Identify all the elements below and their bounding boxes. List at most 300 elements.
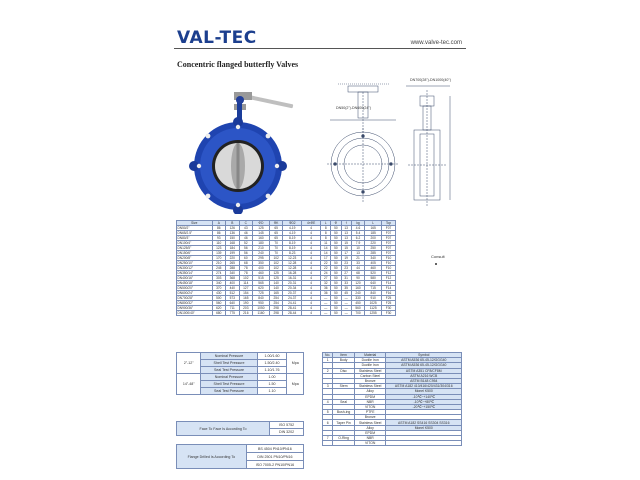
table-cell: F25 [382, 296, 396, 301]
page-title: Concentric flanged butterfly Valves [177, 60, 299, 69]
table-cell: 200 [365, 236, 382, 241]
table-cell: ASTM A216 WCB [386, 373, 462, 378]
table-cell: 50 [331, 291, 341, 296]
pressure-unit: Mpa [287, 353, 304, 374]
table-cell: ASTM A351 CF8/CF8M [386, 368, 462, 373]
table-cell: 565 [253, 281, 270, 286]
table-cell: 4 [302, 306, 321, 311]
table-cell: DN300/12" [177, 266, 213, 271]
header-cell: Symbol [386, 353, 462, 358]
header-cell: 4×ΦE [302, 221, 321, 226]
header-cell: ΦD2 [283, 221, 302, 226]
table-cell: 160 [253, 236, 270, 241]
table-cell: 4.6 [351, 226, 365, 231]
table-cell: 50 [331, 256, 341, 261]
table-cell: 4 [302, 226, 321, 231]
table-cell: 43 [239, 226, 253, 231]
table-cell: 20-37 [283, 291, 302, 296]
table-cell: 715 [365, 286, 382, 291]
table-cell: 35 [341, 286, 351, 291]
table-cell: 950 [253, 301, 270, 306]
flange-standard: DIN 2501 PN10/PN16 [246, 453, 303, 461]
table-cell: 254 [269, 301, 283, 306]
table-cell: — [341, 301, 351, 306]
consult-bullet [435, 263, 437, 265]
table-cell: 102 [269, 261, 283, 266]
table-cell: 150 [226, 236, 240, 241]
table-row [177, 311, 396, 316]
table-cell: 16-28 [283, 271, 302, 276]
table-cell: 10 [351, 246, 365, 251]
table-cell: 24-37 [283, 296, 302, 301]
table-cell: 6.2 [351, 236, 365, 241]
table-cell: 4 [302, 266, 321, 271]
table-cell: 1255 [365, 311, 382, 316]
table-cell: F10 [382, 261, 396, 266]
table-cell: Ductile Iron [354, 363, 386, 368]
table-cell: 21 [351, 256, 365, 261]
header-cell: Size [177, 221, 213, 226]
header-divider [174, 48, 466, 49]
table-cell: 220 [365, 241, 382, 246]
table-cell: 56 [239, 246, 253, 251]
table-cell: 27 [341, 271, 351, 276]
table-cell: DN900/36" [177, 306, 213, 311]
pressure-value: 1.50 [257, 381, 287, 388]
drawing-label-top: DN50(2")-DN600(24") [336, 106, 371, 110]
table-cell: Bronze [354, 378, 386, 383]
table-cell: 28-41 [283, 306, 302, 311]
pressure-value: 1.10 [257, 388, 287, 395]
table-cell: 440 [226, 286, 240, 291]
table-cell: Carbon Steel [354, 373, 386, 378]
pressure-label: Shell Test Pressure [201, 381, 257, 388]
table-cell: 120 [351, 281, 365, 286]
table-cell: DN1000/40" [177, 311, 213, 316]
table-cell: 12-23 [283, 256, 302, 261]
table-cell: Alloy [354, 389, 386, 394]
table-cell: EPDM [354, 430, 386, 435]
table-cell: 36 [321, 291, 331, 296]
table-cell: 50 [331, 296, 341, 301]
table-cell: 330 [351, 296, 365, 301]
pressure-label: Seal Test Pressure [201, 367, 257, 374]
table-cell: 68 [351, 271, 365, 276]
table-cell: Taper Pin [333, 420, 355, 425]
table-cell: 24-41 [283, 301, 302, 306]
table-cell: 170 [212, 256, 226, 261]
table-cell: DN200/8" [177, 256, 213, 261]
table-cell: 13 [351, 251, 365, 256]
table-cell: 70 [269, 246, 283, 251]
table-cell: 4 [302, 286, 321, 291]
header-cell: L [321, 221, 331, 226]
table-cell: 50 [331, 266, 341, 271]
table-cell: 65 [269, 236, 283, 241]
table-cell: 165 [365, 226, 382, 231]
table-cell: 11 [321, 241, 331, 246]
size-range-cell: 2"-12" [177, 353, 201, 374]
table-cell: 114 [239, 281, 253, 286]
table-cell: 19 [341, 256, 351, 261]
table-cell: 13 [341, 231, 351, 236]
table-row [323, 441, 462, 446]
table-cell: ASTM A182 SS416 SS304 SS316 [386, 420, 462, 425]
table-cell: Seal [333, 399, 355, 404]
table-cell: 4 [302, 256, 321, 261]
table-cell: 140 [269, 281, 283, 286]
table-cell: 288 [226, 266, 240, 271]
table-cell: 168 [226, 241, 240, 246]
table-cell: ASTM B148 C954 [386, 378, 462, 383]
table-cell: 340 [212, 281, 226, 286]
pressure-table [176, 352, 304, 395]
table-cell: F07 [382, 236, 396, 241]
table-cell: F14 [382, 286, 396, 291]
table-cell: 274 [212, 271, 226, 276]
table-cell: 125 [253, 226, 270, 231]
table-cell: 4 [302, 261, 321, 266]
table-cell: 93 [212, 236, 226, 241]
table-cell: 400 [226, 281, 240, 286]
pressure-row [177, 353, 304, 360]
size-range-cell: 14"-48" [177, 374, 201, 395]
table-cell: DN700/28" [177, 296, 213, 301]
table-cell: 240 [253, 251, 270, 256]
table-cell: — [321, 301, 331, 306]
table-cell: F10 [382, 256, 396, 261]
table-cell: 24 [321, 271, 331, 276]
table-cell: DN100/4" [177, 241, 213, 246]
table-cell: Body [333, 358, 355, 363]
table-cell: 45 [341, 291, 351, 296]
table-cell: 295 [253, 256, 270, 261]
table-cell: 50 [331, 306, 341, 311]
header-cell: L [365, 221, 382, 226]
table-cell: 840 [253, 296, 270, 301]
table-cell: 50 [331, 281, 341, 286]
table-cell: 580 [365, 276, 382, 281]
table-cell: 1125 [365, 306, 382, 311]
table-cell: 515 [253, 276, 270, 281]
table-cell: F12 [382, 276, 396, 281]
pressure-value: 1.10/1.76 [257, 367, 287, 374]
table-cell: 46 [239, 231, 253, 236]
table-cell: 8 [321, 231, 331, 236]
table-cell: 23 [341, 266, 351, 271]
table-cell: 65 [269, 226, 283, 231]
table-cell: 31 [341, 276, 351, 281]
table-cell: 199 [226, 251, 240, 256]
table-cell: 640 [365, 281, 382, 286]
table-cell: 102 [269, 266, 283, 271]
table-cell: 16-31 [283, 276, 302, 281]
table-cell: 50 [331, 251, 341, 256]
table-cell: 20-34 [283, 286, 302, 291]
table-cell: -10℃~+80℃ [386, 399, 462, 404]
table-cell: PTFE [354, 410, 386, 415]
materials-body [323, 358, 462, 446]
table-cell: 285 [365, 251, 382, 256]
flange-standard: ISO 7005-2 PN10/PN16 [246, 461, 303, 469]
table-cell: DN80/3" [177, 236, 213, 241]
table-cell: Stainless Steel [354, 384, 386, 389]
materials-table [322, 352, 462, 446]
table-cell: DN500/20" [177, 286, 213, 291]
table-cell: F07 [382, 251, 396, 256]
table-cell: 430 [212, 291, 226, 296]
pressure-value: 1.00/1.60 [257, 353, 287, 360]
table-cell: F25 [382, 301, 396, 306]
table-cell: 8-19 [283, 241, 302, 246]
table-cell: 8 [321, 236, 331, 241]
table-cell: 12-28 [283, 261, 302, 266]
header-cell: C [239, 221, 253, 226]
consult-note: Consult [431, 254, 445, 259]
table-cell: Monel K500 [386, 389, 462, 394]
table-cell: — [321, 306, 331, 311]
table-cell: 340 [365, 256, 382, 261]
table-cell: 127 [239, 286, 253, 291]
table-cell: F10 [382, 266, 396, 271]
table-cell: 4-19 [283, 226, 302, 231]
table-cell: 4 [302, 236, 321, 241]
table-cell: 123 [212, 246, 226, 251]
table-cell: DN400/16" [177, 276, 213, 281]
table-cell: 86 [212, 231, 226, 236]
table-cell: 145 [253, 231, 270, 236]
table-cell: 4 [302, 246, 321, 251]
table-cell: DN800/32" [177, 301, 213, 306]
table-cell: 154 [239, 291, 253, 296]
table-cell: 298 [269, 311, 283, 316]
header-cell: Top [382, 221, 396, 226]
table-cell: 102 [269, 256, 283, 261]
table-cell: 2 [323, 368, 333, 373]
pressure-row [177, 374, 304, 381]
table-cell: — [341, 311, 351, 316]
table-cell: 370 [212, 286, 226, 291]
table-cell: — [341, 296, 351, 301]
table-cell: 4 [302, 271, 321, 276]
table-cell: — [321, 296, 331, 301]
table-cell: 46 [239, 236, 253, 241]
table-cell: 27 [321, 276, 331, 281]
table-cell: DN450/18" [177, 281, 213, 286]
table-cell: 44 [351, 266, 365, 271]
table-cell: Stainless Steel [354, 420, 386, 425]
table-cell: 4 [302, 231, 321, 236]
table-cell: O-Ring [333, 436, 355, 441]
table-cell: 1 [323, 358, 333, 363]
pressure-unit: Mpa [287, 374, 304, 395]
table-cell: 512 [226, 291, 240, 296]
table-cell: 165 [269, 291, 283, 296]
table-cell: EPDM [354, 394, 386, 399]
table-cell: 68 [239, 261, 253, 266]
table-cell: 90 [351, 276, 365, 281]
table-cell: 50 [331, 236, 341, 241]
table-cell: 65 [269, 231, 283, 236]
table-cell [333, 441, 355, 446]
table-cell: Bush-ing [333, 410, 355, 415]
header-cell: Item [333, 353, 355, 358]
datasheet-page [160, 0, 480, 480]
table-cell: 4 [302, 251, 321, 256]
flange-drilling-table [176, 444, 304, 469]
table-cell: — [341, 306, 351, 311]
header-cell: Material [354, 353, 386, 358]
table-cell: DN50/2" [177, 226, 213, 231]
flange-label: Flange Drilled Is According To [177, 445, 247, 469]
table-cell: 1025 [365, 301, 382, 306]
table-cell: Ductile Iron [354, 358, 386, 363]
table-cell: — [321, 311, 331, 316]
table-cell: 50 [331, 226, 341, 231]
table-cell: DN600/24" [177, 291, 213, 296]
table-cell: 22 [321, 261, 331, 266]
table-cell: 185 [365, 231, 382, 236]
table-cell: -10℃~+140℃ [386, 394, 462, 399]
table-cell: 52 [239, 241, 253, 246]
table-cell: F07 [382, 241, 396, 246]
table-cell: 573 [226, 296, 240, 301]
table-cell: 180 [253, 241, 270, 246]
table-cell: 36 [321, 286, 331, 291]
table-cell: Stem [333, 384, 355, 389]
face-to-face-standard: ISO 5752 [270, 422, 304, 429]
table-cell: 13 [341, 226, 351, 231]
company-logo: VAL-TEC [177, 28, 257, 48]
table-cell: 520 [365, 271, 382, 276]
table-cell: 50 [331, 231, 341, 236]
table-cell: VITON [354, 441, 386, 446]
table-cell: 5 [323, 410, 333, 415]
pressure-label: Shell Test Pressure [201, 360, 257, 367]
table-cell: 5.4 [351, 231, 365, 236]
table-cell: 8-19 [283, 236, 302, 241]
table-cell: 210 [253, 246, 270, 251]
table-cell: 4-19 [283, 231, 302, 236]
table-cell: 125 [269, 271, 283, 276]
table-cell: 4 [302, 291, 321, 296]
table-cell: 12-28 [283, 266, 302, 271]
table-cell: 56 [239, 251, 253, 256]
header-cell: ΦK [269, 221, 283, 226]
table-cell: 1050 [253, 306, 270, 311]
table-cell: 640 [226, 301, 240, 306]
table-cell: 220 [226, 256, 240, 261]
table-cell: 400 [253, 266, 270, 271]
table-cell: 184 [226, 246, 240, 251]
table-cell: 8-19 [283, 246, 302, 251]
table-cell: 50 [331, 261, 341, 266]
table-cell: 139 [212, 251, 226, 256]
butterfly-valve-photo [174, 84, 304, 214]
table-cell: 450 [351, 301, 365, 306]
table-cell: 216 [239, 311, 253, 316]
table-cell: 17 [341, 251, 351, 256]
table-cell: 20-31 [283, 281, 302, 286]
table-cell: Bronze [354, 415, 386, 420]
table-cell: 78 [239, 266, 253, 271]
valve-technical-drawing [310, 76, 470, 212]
table-cell: 14 [321, 251, 331, 256]
table-cell: NBR [354, 436, 386, 441]
table-cell: 14 [321, 246, 331, 251]
table-cell: 4 [302, 296, 321, 301]
table-cell: 500 [212, 296, 226, 301]
table-cell [386, 441, 462, 446]
table-cell: 340 [226, 271, 240, 276]
table-cell: 4 [302, 301, 321, 306]
table-cell: 70 [269, 241, 283, 246]
table-cell: 50 [331, 246, 341, 251]
table-cell: VITON [354, 404, 386, 409]
table-cell: 33 [351, 261, 365, 266]
table-cell: F12 [382, 271, 396, 276]
face-to-face-standard: DIN 3202 [270, 429, 304, 436]
table-cell: 460 [365, 266, 382, 271]
table-cell: 125 [269, 276, 283, 281]
table-cell: 15 [341, 241, 351, 246]
table-cell: 6 [323, 420, 333, 425]
table-cell: 50 [331, 301, 341, 306]
table-cell: 7.9 [351, 241, 365, 246]
table-cell: 15 [341, 246, 351, 251]
header-cell: A [212, 221, 226, 226]
table-cell: NBR [354, 399, 386, 404]
table-cell: 7 [323, 436, 333, 441]
header-cell: ΦD [253, 221, 270, 226]
website-link[interactable]: www.valve-tec.com [410, 40, 462, 46]
table-cell: 33 [341, 281, 351, 286]
table-cell: 405 [365, 261, 382, 266]
table-cell: Stainless Steel [354, 368, 386, 373]
table-cell: 140 [269, 286, 283, 291]
flange-standard: BS 4504 PN10/PN16 [246, 445, 303, 453]
table-cell: 265 [226, 261, 240, 266]
table-cell: 23 [341, 261, 351, 266]
table-cell: 245 [212, 266, 226, 271]
table-cell: 620 [253, 286, 270, 291]
table-cell: F14 [382, 281, 396, 286]
table-cell: F07 [382, 246, 396, 251]
header-cell: Φ [331, 221, 341, 226]
table-cell: 190 [239, 301, 253, 306]
table-cell: 60 [239, 256, 253, 261]
table-cell: 4 [302, 281, 321, 286]
table-cell: F07 [382, 226, 396, 231]
header-cell: No. [323, 353, 333, 358]
table-cell: 680 [212, 311, 226, 316]
table-cell: 254 [269, 296, 283, 301]
table-cell: 8 [321, 226, 331, 231]
table-cell: ASTM A182 410/416/420/431/304/316 [386, 384, 462, 389]
table-cell: 13 [341, 236, 351, 241]
table-cell: DN350/14" [177, 271, 213, 276]
table-cell: 203 [239, 306, 253, 311]
table-cell: 50 [331, 241, 341, 246]
header-cell: B [226, 221, 240, 226]
table-cell: DN65/2.5" [177, 231, 213, 236]
table-cell: 303 [212, 276, 226, 281]
table-cell: 160 [351, 286, 365, 291]
header-cell: kg [351, 221, 365, 226]
table-cell: 17 [321, 256, 331, 261]
table-cell: 560 [212, 301, 226, 306]
table-cell: 165 [239, 296, 253, 301]
